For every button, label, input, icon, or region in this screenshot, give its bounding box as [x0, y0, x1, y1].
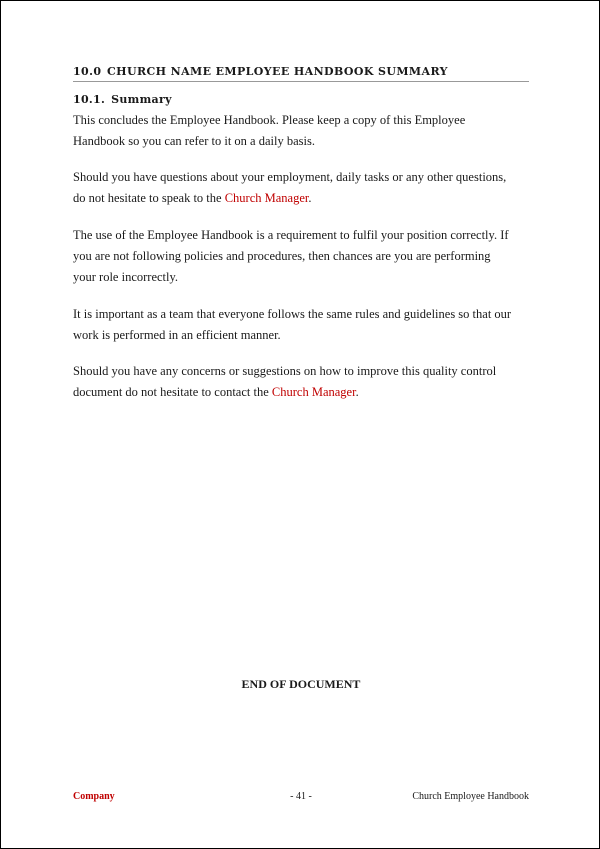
paragraph-line: [73, 382, 533, 403]
footer-document-title: Church Employee Handbook: [412, 791, 529, 802]
paragraph-questions: [73, 167, 533, 209]
paragraph-line: It is important as a team that everyone follows the same rules and guidelines so that our: [73, 307, 512, 321]
paragraph-line: This concludes the Employee Handbook. Please keep a copy of this Employee: [73, 113, 466, 127]
subsection-number: 10.1.: [73, 93, 106, 106]
church-manager-highlight: Church Manager: [271, 385, 356, 399]
footer-page-number: - 41 -: [290, 791, 312, 802]
paragraph-line: work is performed in an efficient manner.: [73, 328, 281, 342]
section-number: 10.0: [73, 65, 102, 78]
paragraph-concerns: [73, 361, 533, 403]
paragraph-text: .: [308, 191, 312, 205]
paragraph-closing: [73, 110, 533, 152]
paragraph-line: Should you have questions about your employment, daily tasks or any other questions,: [73, 170, 507, 184]
section-heading: [73, 65, 529, 82]
subsection-title: Summary: [111, 93, 172, 106]
page-footer: [73, 791, 529, 805]
paragraph-text: document do not hesitate to contact the: [73, 385, 272, 399]
paragraph-line: Should you have any concerns or suggestions on how to improve this quality control: [73, 364, 497, 378]
church-manager-highlight: Church Manager: [224, 191, 309, 205]
paragraph-requirement: [73, 225, 533, 288]
paragraph-teamwork: [73, 304, 533, 346]
footer-company: Company: [73, 791, 115, 802]
section-title: CHURCH NAME EMPLOYEE HANDBOOK SUMMARY: [107, 65, 448, 78]
paragraph-text: .: [355, 385, 359, 399]
paragraph-line: you are not following policies and procedures, then chances are you are performing: [73, 249, 491, 263]
paragraph-line: Handbook so you can refer to it on a daily basis.: [73, 134, 315, 148]
paragraph-line: your role incorrectly.: [73, 270, 179, 284]
paragraph-line: The use of the Employee Handbook is a requirement to fulfil your position correctly. If: [73, 228, 509, 242]
end-of-document: END OF DOCUMENT: [241, 677, 361, 691]
subsection-heading: [73, 93, 172, 106]
paragraph-line: [73, 188, 533, 209]
paragraph-text: do not hesitate to speak to the: [73, 191, 225, 205]
